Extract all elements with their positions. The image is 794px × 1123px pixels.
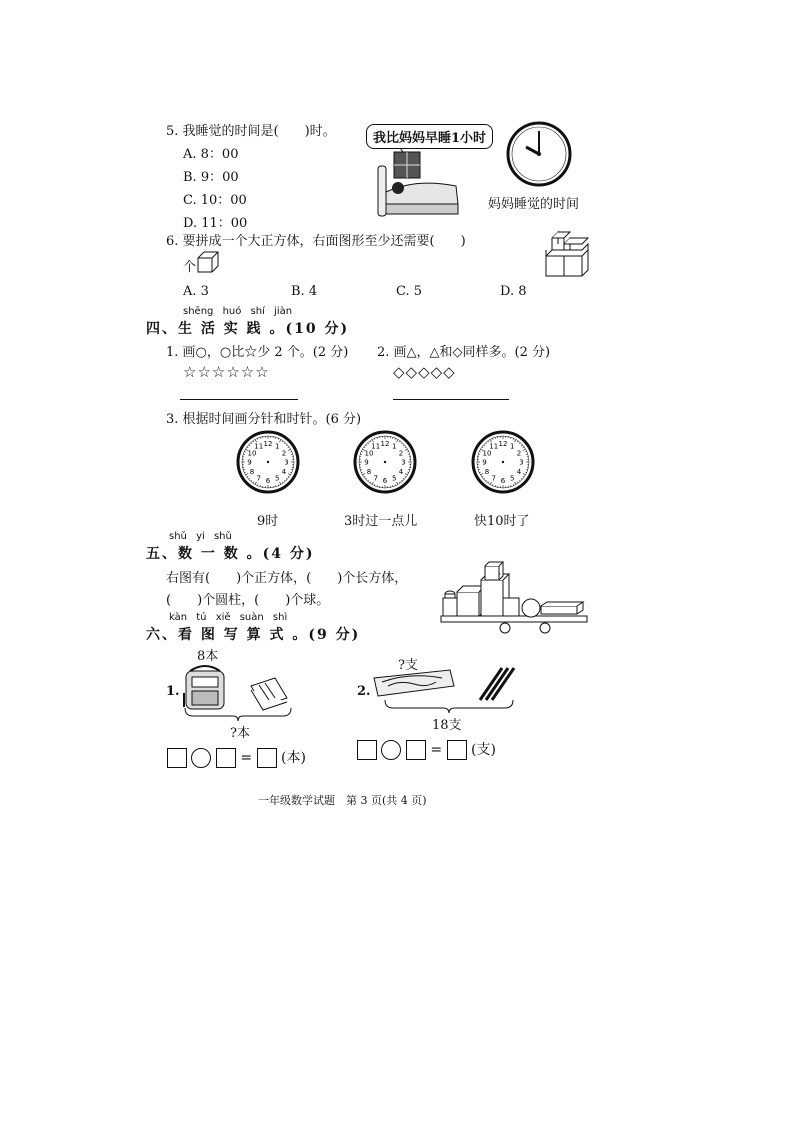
books-stack-icon [249, 676, 289, 710]
sec4-q3: 3. 根据时间画分针和时针。(6 分) [166, 412, 362, 427]
q5-option-d: D. 11：00 [183, 216, 248, 231]
clock-numeral: 3 [284, 458, 289, 467]
q6-option-d: D. 8 [500, 284, 527, 299]
p2-equals-sign: = [430, 742, 443, 758]
q6-option-b: B. 4 [291, 284, 318, 299]
schoolbag-with-books-icon [180, 663, 230, 713]
small-cube-icon [196, 250, 220, 274]
clock-numeral: 12 [263, 440, 273, 448]
answer-line-1[interactable] [180, 399, 298, 400]
q5-clock-caption: 妈妈睡觉的时间 [488, 197, 580, 212]
clock-numeral: 4 [281, 467, 287, 476]
clock-numeral: 2 [398, 449, 404, 458]
q6-option-c: C. 5 [396, 284, 423, 299]
q5-question: 5. 我睡觉的时间是( )时。 [166, 124, 336, 139]
clock-numeral: 9 [364, 458, 369, 467]
sec6-title: 六、看 图 写 算 式 。(9 分) [146, 627, 361, 643]
q5-speech-bubble: 我比妈妈早睡1小时 [366, 124, 493, 149]
clock-numeral: 8 [366, 467, 372, 476]
clock-numeral: 6 [382, 477, 388, 485]
cube-stack-figure [544, 230, 590, 276]
clock-label-3: 快10时了 [474, 514, 530, 529]
clock-numeral: 6 [265, 477, 271, 485]
p2-bracket [383, 700, 515, 714]
clock-center-dot [267, 461, 269, 463]
clock-numeral: 9 [482, 458, 487, 467]
sec5-pinyin: shǔ yi shǔ [169, 531, 232, 542]
clock-numeral: 8 [484, 467, 490, 476]
q5-option-b: B. 9：00 [183, 170, 239, 185]
clock-numeral: 12 [380, 440, 390, 448]
p2-operator-circle[interactable] [381, 740, 401, 760]
pencil-box-icon [370, 668, 456, 698]
p2-bottom-label: 18支 [432, 718, 462, 733]
p2-unit: (支) [471, 742, 496, 758]
p2-answer-box-3[interactable] [447, 740, 467, 760]
clock-center-dot [502, 461, 504, 463]
sec5-line1: 右图有( )个正方体，( )个长方体， [166, 571, 408, 586]
q5-option-a: A. 8：00 [183, 147, 239, 162]
clock-numeral: 8 [249, 467, 255, 476]
p1-unit: (本) [281, 750, 306, 766]
p1-equation [167, 747, 306, 768]
clock-numeral: 5 [510, 474, 515, 483]
answer-line-2[interactable] [393, 399, 509, 400]
clock-numeral: 10 [364, 449, 374, 458]
q6-unit-label: 个 [183, 260, 197, 275]
p1-equals-sign: = [240, 750, 253, 766]
blank-clock-10[interactable] [471, 430, 535, 494]
clock-numeral: 10 [482, 449, 492, 458]
clock-numeral: 11 [489, 442, 499, 451]
sec5-line2: ( )个圆柱，( )个球。 [166, 593, 330, 608]
p2-number: 2. [357, 684, 371, 699]
clock-numeral: 5 [392, 474, 397, 483]
sec6-pinyin: kàn tú xiě suàn shì [169, 612, 288, 623]
clock-label-2: 3时过一点儿 [344, 514, 418, 529]
pencils-icon [476, 664, 520, 702]
clock-numeral: 6 [500, 477, 506, 485]
clock-numeral: 7 [373, 474, 378, 483]
clock-numeral: 4 [516, 467, 522, 476]
clock-numeral: 7 [491, 474, 496, 483]
clock-numeral: 2 [281, 449, 287, 458]
q6-question: 6. 要拼成一个大正方体，右面图形至少还需要( ) [166, 234, 466, 249]
clock-numeral: 7 [256, 474, 261, 483]
q5-option-c: C. 10：00 [183, 193, 247, 208]
sleeping-child-illustration [376, 148, 462, 218]
clock-numeral: 1 [275, 442, 280, 451]
clock-label-1: 9时 [257, 514, 279, 529]
p1-operator-circle[interactable] [191, 748, 211, 768]
sec4-pinyin: shēng huó shí jiàn [183, 306, 293, 317]
clock-center-dot [384, 461, 386, 463]
p1-top-label: 8本 [197, 649, 219, 664]
sec5-title: 五、数 一 数 。(4 分) [146, 546, 315, 562]
clock-numeral: 12 [498, 440, 508, 448]
clock-numeral: 9 [247, 458, 252, 467]
p1-answer-box-1[interactable] [167, 748, 187, 768]
p2-answer-box-2[interactable] [406, 740, 426, 760]
q6-option-a: A. 3 [183, 284, 209, 299]
q6-unit [183, 256, 196, 275]
clock-numeral: 3 [401, 458, 406, 467]
p2-top-label: ?支 [398, 658, 418, 673]
clock-numeral: 5 [275, 474, 280, 483]
diamonds-row: ◇◇◇◇◇ [393, 363, 456, 381]
p1-bottom-label: ?本 [230, 726, 250, 741]
p2-equation [357, 739, 496, 760]
blank-clock-9[interactable] [236, 430, 300, 494]
clock-numeral: 11 [371, 442, 381, 451]
page-footer: 一年级数学试题 第 3 页(共 4 页) [258, 794, 427, 807]
clock-numeral: 1 [510, 442, 515, 451]
sec4-q2: 2. 画△，△和◇同样多。(2 分) [377, 345, 551, 360]
clock-numeral: 10 [247, 449, 257, 458]
clock-numeral: 1 [392, 442, 397, 451]
clock-numeral: 3 [519, 458, 524, 467]
sec4-title: 四、生 活 实 践 。(10 分) [146, 321, 350, 337]
p1-bracket [183, 708, 293, 722]
mom-bedtime-clock [506, 121, 572, 187]
p1-answer-box-2[interactable] [216, 748, 236, 768]
blank-clock-3[interactable] [353, 430, 417, 494]
p2-answer-box-1[interactable] [357, 740, 377, 760]
blocks-on-cart-illustration [441, 562, 589, 634]
clock-numeral: 4 [398, 467, 404, 476]
clock-numeral: 11 [254, 442, 264, 451]
p1-answer-box-3[interactable] [257, 748, 277, 768]
sec4-q1: 1. 画○，○比☆少 2 个。(2 分) [166, 345, 349, 360]
stars-row: ☆☆☆☆☆☆ [183, 363, 270, 381]
p1-number: 1. [166, 684, 180, 699]
clock-numeral: 2 [516, 449, 522, 458]
